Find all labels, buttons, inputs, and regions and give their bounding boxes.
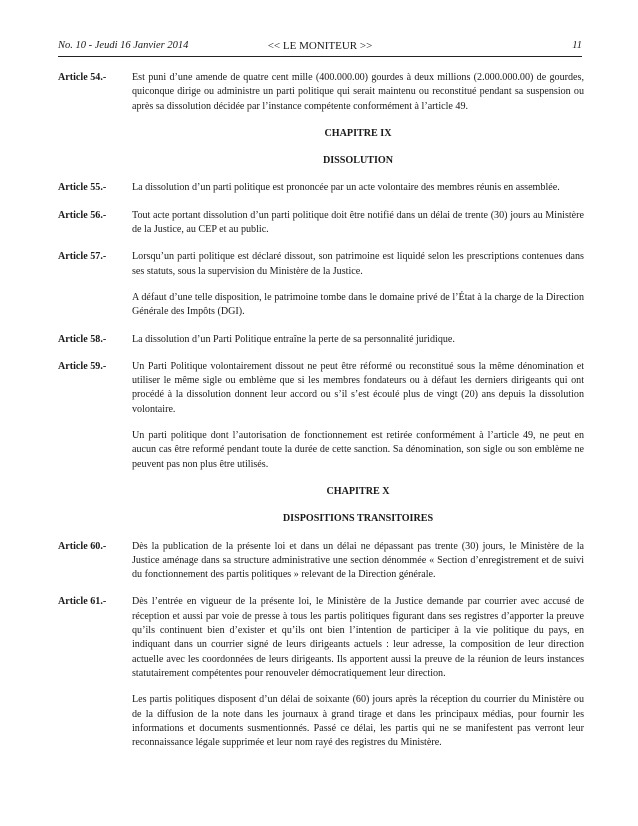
chapter-10-title: DISPOSITIONS TRANSITOIRES [282, 513, 434, 525]
article-number: Article 54.- [58, 72, 107, 83]
paragraph: A défaut d’une telle disposition, le patrimoine tombe dans le domaine privé de l’État à la charge de la Direction Générale des Impôts (DGI). [132, 291, 584, 318]
document-body [58, 71, 584, 750]
article-number: Article 58.- [58, 333, 107, 345]
paragraph: La dissolution d’un Parti Politique entraîne la perte de sa personnalité juridique. [132, 333, 455, 345]
article-text [132, 250, 584, 319]
article-56 [58, 209, 584, 238]
issue-info: No. 10 - Jeudi 16 Janvier 2014 [58, 40, 189, 51]
article-number: Article 57.- [58, 251, 107, 263]
article-59 [58, 360, 584, 472]
paragraph: Lorsqu’un parti politique est déclaré dissout, son patrimoine est liquidé selon les prescriptions contenues dans ses statuts, sous la supervision du Ministère de la Justice. [132, 251, 584, 277]
article-text [132, 595, 584, 750]
article-text [132, 540, 584, 583]
page-number: 11 [572, 40, 582, 51]
article-number: Article 59.- [58, 360, 107, 372]
publication-title: << LE MONITEUR >> [267, 40, 373, 52]
paragraph: Dès l’entrée en vigueur de la présente loi, le Ministère de la Justice demande par courrier avec accusé de réception et aussi par voie de presse à tous les partis politiques figurant dans ses registres d’apporter la preuve qu’ils continuent bien d’exister et qu’ils ont bien l’intention de participer à la vie politique du pays, en indiquant dans un courrier signé de leurs dirigeants actuels : leur adresse, la composition de leur direction actuelle avec les coordonnées de leurs dirigeants. Ils apportent aussi la preuve de la réunion de leurs instances statutairement compétentes pour renouveler démocratiquement leur direction. [132, 596, 584, 679]
chapter-9-label: CHAPITRE IX [324, 127, 392, 139]
article-text [132, 209, 584, 238]
article-text [132, 71, 584, 114]
article-text [132, 360, 584, 472]
article-number: Article 60.- [58, 540, 107, 552]
article-number: Article 55.- [58, 182, 107, 194]
paragraph: Un Parti Politique volontairement dissout ne peut être réformé ou reconstitué sous la même dénomination et utiliser le même sigle ou emblème que si les membres fondateurs ou à défaut les derniers dirigeants qui ont procédé à la dissolution donnent leur accord ou s’il s’est écoulé plus de vingt (20) ans depuis la dissolution volontaire. [132, 360, 584, 415]
paragraph: Un parti politique dont l’autorisation de fonctionnement est retirée conformément à l’article 49, ne peut en aucun cas être reformé pendant toute la durée de cette sanction. Sa dénomination, son sigle ou son emblème ne peuvent pas non plus être utilisés. [132, 430, 584, 470]
article-54 [58, 71, 584, 114]
article-number: Article 61.- [58, 596, 107, 608]
article-61 [58, 595, 584, 750]
article-text [132, 181, 584, 195]
article-number: Article 56.- [58, 209, 107, 221]
article-57 [58, 250, 584, 319]
paragraph: Dès la publication de la présente loi et dans un délai ne dépassant pas trente (30) jours, le Ministère de la Justice aménage dans sa structure administrative une section dénommée « Section d’enregistrement et de suivi du fonctionnement des partis politiques » relevant de la Direction générale. [132, 540, 584, 581]
chapter-9-title: DISSOLUTION [322, 155, 394, 167]
article-text [132, 333, 584, 347]
chapter-10-label: CHAPITRE X [326, 485, 390, 497]
paragraph: La dissolution d’un parti politique est prononcée par un acte volontaire des membres réunis en assemblée. [132, 182, 560, 194]
paragraph: Est puni d’une amende de quatre cent mille (400.000.00) gourdes à deux millions (2.000.000.00) de gourdes, quiconque dirige ou administre un parti politique qui serait maintenu ou reconstitué pendant sa suspension ou après sa dissolution décidée par l’instance compétente conformément à l’article 49. [132, 72, 584, 112]
article-60 [58, 540, 584, 583]
paragraph: Les partis politiques disposent d’un délai de soixante (60) jours après la réception du courrier du Ministère ou de la diffusion de la note dans les journaux à grand tirage et dans les principaux médias, pour fournir les informations et documents susmentionnés. Passé ce délai, les partis qui ne se manifestent pas verront leur reconnaissance légale supprimée et leur nom rayé des registres du Ministère. [132, 694, 584, 749]
paragraph: Tout acte portant dissolution d’un parti politique doit être notifié dans un délai de trente (30) jours au Ministère de la Justice, au CEP et au public. [132, 209, 584, 236]
page-header [58, 40, 582, 57]
article-55 [58, 181, 584, 195]
article-58 [58, 333, 584, 347]
